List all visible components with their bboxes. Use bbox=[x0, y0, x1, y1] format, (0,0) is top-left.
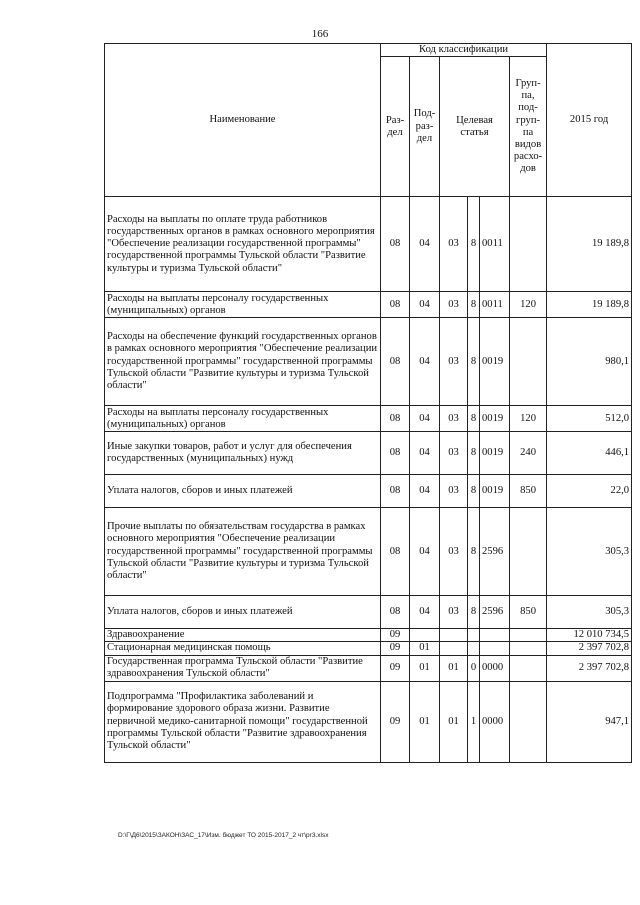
table-row bbox=[105, 432, 632, 475]
row-amount: 446,1 bbox=[547, 432, 632, 475]
table-row bbox=[105, 681, 632, 762]
row-target-program: 01 bbox=[440, 655, 468, 681]
row-target-subprogram: 1 bbox=[468, 681, 480, 762]
row-amount: 19 189,8 bbox=[547, 292, 632, 318]
row-amount: 19 189,8 bbox=[547, 197, 632, 292]
row-name: Расходы на выплаты персоналу государственных (муниципальных) органов bbox=[105, 406, 381, 432]
row-name: Иные закупки товаров, работ и услуг для обеспечения государственных (муниципальных) нужд bbox=[105, 432, 381, 475]
row-target-program: 03 bbox=[440, 318, 468, 406]
row-amount: 980,1 bbox=[547, 318, 632, 406]
row-razdel: 08 bbox=[381, 406, 410, 432]
row-name: Расходы на выплаты по оплате труда работников государственных органов в рамках основного мероприятия "Обеспечение реализации государственной программы" государственной программы Тульской области "Развитие культуры и туризма Тульской области" bbox=[105, 197, 381, 292]
row-target-subprogram bbox=[468, 642, 480, 655]
row-amount: 12 010 734,5 bbox=[547, 629, 632, 642]
row-podrazdel: 04 bbox=[410, 475, 440, 508]
row-target-subprogram: 0 bbox=[468, 655, 480, 681]
row-target-direction: 2596 bbox=[480, 508, 510, 596]
row-name: Прочие выплаты по обязательствам государства в рамках основного мероприятия "Обеспечение реализации государственной программы" государственной программы Тульской области "Развитие культуры и туризма Тульской области" bbox=[105, 508, 381, 596]
row-expense-group bbox=[510, 508, 547, 596]
row-target-subprogram: 8 bbox=[468, 318, 480, 406]
row-podrazdel: 04 bbox=[410, 292, 440, 318]
row-razdel: 08 bbox=[381, 508, 410, 596]
row-name: Стационарная медицинская помощь bbox=[105, 642, 381, 655]
table-row bbox=[105, 629, 632, 642]
row-podrazdel: 04 bbox=[410, 406, 440, 432]
header-target: Целевая статья bbox=[440, 57, 510, 197]
row-podrazdel bbox=[410, 629, 440, 642]
row-razdel: 09 bbox=[381, 629, 410, 642]
table-row bbox=[105, 642, 632, 655]
row-amount: 947,1 bbox=[547, 681, 632, 762]
row-name: Расходы на выплаты персоналу государственных (муниципальных) органов bbox=[105, 292, 381, 318]
budget-table bbox=[104, 43, 632, 763]
row-razdel: 09 bbox=[381, 642, 410, 655]
row-target-subprogram: 8 bbox=[468, 197, 480, 292]
row-target-subprogram: 8 bbox=[468, 432, 480, 475]
row-target-direction: 0019 bbox=[480, 318, 510, 406]
row-target-program: 03 bbox=[440, 475, 468, 508]
table-row bbox=[105, 197, 632, 292]
table-row bbox=[105, 655, 632, 681]
row-target-direction: 0000 bbox=[480, 681, 510, 762]
row-amount: 305,3 bbox=[547, 508, 632, 596]
row-expense-group bbox=[510, 655, 547, 681]
row-target-subprogram: 8 bbox=[468, 292, 480, 318]
row-razdel: 08 bbox=[381, 197, 410, 292]
file-path-footer: D:\Г\Д6\2015\ЗАКОН\ЗАС_17\Изм. бюджет ТО 2015-2017_2 чт\pr3.xlsx bbox=[118, 832, 329, 839]
row-razdel: 08 bbox=[381, 292, 410, 318]
row-razdel: 09 bbox=[381, 655, 410, 681]
row-target-direction: 2596 bbox=[480, 596, 510, 629]
row-podrazdel: 04 bbox=[410, 318, 440, 406]
row-target-subprogram: 8 bbox=[468, 596, 480, 629]
table-row bbox=[105, 475, 632, 508]
row-target-subprogram: 8 bbox=[468, 406, 480, 432]
table-row bbox=[105, 406, 632, 432]
row-expense-group bbox=[510, 197, 547, 292]
row-target-program: 03 bbox=[440, 596, 468, 629]
header-group: Груп- па, под- груп- па видов расхо- дов bbox=[510, 57, 547, 197]
row-target-subprogram: 8 bbox=[468, 475, 480, 508]
row-expense-group: 850 bbox=[510, 596, 547, 629]
table-row bbox=[105, 508, 632, 596]
row-podrazdel: 01 bbox=[410, 655, 440, 681]
row-razdel: 08 bbox=[381, 475, 410, 508]
row-target-program bbox=[440, 629, 468, 642]
table-row bbox=[105, 318, 632, 406]
row-expense-group: 120 bbox=[510, 292, 547, 318]
row-target-direction: 0000 bbox=[480, 655, 510, 681]
row-amount: 22,0 bbox=[547, 475, 632, 508]
row-target-direction: 0019 bbox=[480, 406, 510, 432]
row-name: Государственная программа Тульской области "Развитие здравоохранения Тульской области" bbox=[105, 655, 381, 681]
row-target-subprogram: 8 bbox=[468, 508, 480, 596]
row-razdel: 08 bbox=[381, 432, 410, 475]
header-year: 2015 год bbox=[547, 44, 632, 197]
row-razdel: 08 bbox=[381, 318, 410, 406]
header-classification: Код классификации bbox=[381, 44, 547, 57]
row-target-program: 03 bbox=[440, 406, 468, 432]
row-target-subprogram bbox=[468, 629, 480, 642]
row-target-direction: 0019 bbox=[480, 475, 510, 508]
row-name: Уплата налогов, сборов и иных платежей bbox=[105, 475, 381, 508]
row-podrazdel: 04 bbox=[410, 508, 440, 596]
row-podrazdel: 04 bbox=[410, 596, 440, 629]
row-target-program: 03 bbox=[440, 432, 468, 475]
row-name: Расходы на обеспечение функций государственных органов в рамках основного мероприятия "Обеспечение реализации государственной программы" государственной программы Тульской области "Развитие культуры и туризма Тульской области" bbox=[105, 318, 381, 406]
row-expense-group: 120 bbox=[510, 406, 547, 432]
row-podrazdel: 01 bbox=[410, 681, 440, 762]
header-podrazdel: Под- раз- дел bbox=[410, 57, 440, 197]
row-target-program: 03 bbox=[440, 508, 468, 596]
row-target-program bbox=[440, 642, 468, 655]
table-row bbox=[105, 292, 632, 318]
row-podrazdel: 04 bbox=[410, 197, 440, 292]
row-target-direction bbox=[480, 629, 510, 642]
row-target-program: 01 bbox=[440, 681, 468, 762]
header-name: Наименование bbox=[105, 44, 381, 197]
row-expense-group bbox=[510, 642, 547, 655]
row-target-program: 03 bbox=[440, 197, 468, 292]
row-name: Подпрограмма "Профилактика заболеваний и формирование здорового образа жизни. Развитие первичной медико-санитарной помощи" государственной программы Тульской области "Развитие здравоохранения Тульской области" bbox=[105, 681, 381, 762]
row-target-direction: 0011 bbox=[480, 292, 510, 318]
row-expense-group bbox=[510, 681, 547, 762]
row-target-program: 03 bbox=[440, 292, 468, 318]
row-name: Уплата налогов, сборов и иных платежей bbox=[105, 596, 381, 629]
row-razdel: 09 bbox=[381, 681, 410, 762]
page-number: 166 bbox=[311, 28, 329, 40]
row-amount: 2 397 702,8 bbox=[547, 655, 632, 681]
row-amount: 2 397 702,8 bbox=[547, 642, 632, 655]
row-expense-group: 240 bbox=[510, 432, 547, 475]
header-row-top bbox=[105, 44, 632, 57]
table-row bbox=[105, 596, 632, 629]
table-body bbox=[105, 44, 632, 763]
row-razdel: 08 bbox=[381, 596, 410, 629]
row-expense-group bbox=[510, 318, 547, 406]
header-razdel: Раз- дел bbox=[381, 57, 410, 197]
row-target-direction: 0019 bbox=[480, 432, 510, 475]
row-target-direction bbox=[480, 642, 510, 655]
row-amount: 305,3 bbox=[547, 596, 632, 629]
row-podrazdel: 01 bbox=[410, 642, 440, 655]
row-podrazdel: 04 bbox=[410, 432, 440, 475]
row-expense-group: 850 bbox=[510, 475, 547, 508]
row-name: Здравоохранение bbox=[105, 629, 381, 642]
row-target-direction: 0011 bbox=[480, 197, 510, 292]
row-amount: 512,0 bbox=[547, 406, 632, 432]
row-expense-group bbox=[510, 629, 547, 642]
